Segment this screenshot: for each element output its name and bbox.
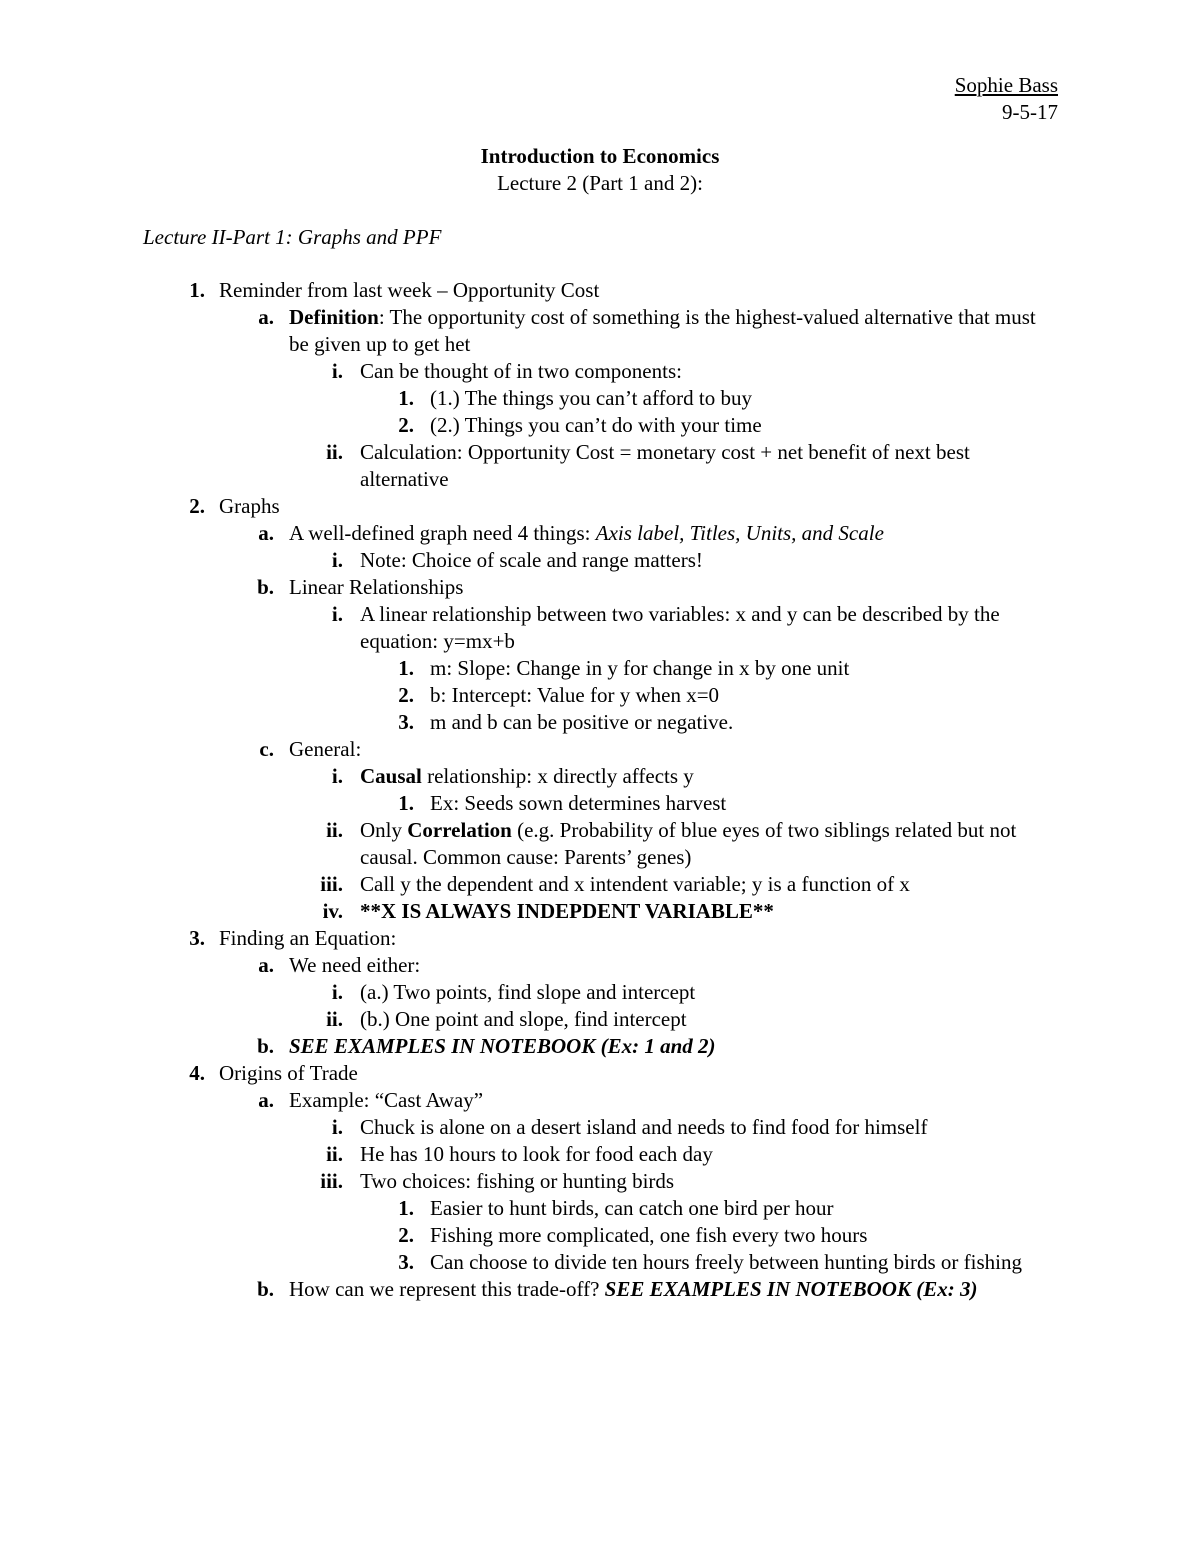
outline-item bbox=[0, 547, 1200, 574]
outline-item bbox=[0, 952, 1200, 979]
outline-item bbox=[0, 1249, 1200, 1276]
outline-item bbox=[0, 1276, 1200, 1303]
outline-item bbox=[0, 790, 1200, 817]
item-number: 3. bbox=[189, 926, 205, 950]
item-text: Easier to hunt birds, can catch one bird per hour bbox=[430, 1196, 834, 1220]
item-text bbox=[289, 1276, 1059, 1303]
item-text: (b.) One point and slope, find intercept bbox=[360, 1007, 687, 1031]
document-title: Introduction to Economics bbox=[480, 144, 720, 168]
item-text-emphasis: SEE EXAMPLES IN NOTEBOOK (Ex: 3) bbox=[604, 1277, 978, 1301]
item-text: He has 10 hours to look for food each day bbox=[360, 1142, 713, 1166]
document-subtitle: Lecture 2 (Part 1 and 2): bbox=[497, 171, 703, 195]
outline-item bbox=[0, 493, 1200, 520]
item-text: (2.) Things you can’t do with your time bbox=[430, 413, 762, 437]
item-letter: a. bbox=[258, 521, 274, 545]
item-letter: a. bbox=[258, 1088, 274, 1112]
correlation-term: Correlation bbox=[407, 818, 512, 842]
item-text: b: Intercept: Value for y when x=0 bbox=[430, 683, 720, 707]
document-date: 9-5-17 bbox=[1002, 100, 1058, 124]
section-heading: Lecture II-Part 1: Graphs and PPF bbox=[143, 225, 442, 249]
item-letter: a. bbox=[258, 305, 274, 329]
item-number: 2. bbox=[398, 1223, 414, 1247]
item-text: Fishing more complicated, one fish every two hours bbox=[430, 1223, 868, 1247]
item-roman: i. bbox=[331, 980, 343, 1004]
item-roman: i. bbox=[331, 1115, 343, 1139]
item-text: SEE EXAMPLES IN NOTEBOOK (Ex: 1 and 2) bbox=[289, 1034, 716, 1058]
outline-item bbox=[0, 817, 1200, 871]
item-text: Can choose to divide ten hours freely between hunting birds or fishing bbox=[430, 1250, 1022, 1274]
item-number: 1. bbox=[189, 278, 205, 302]
item-text: Calculation: Opportunity Cost = monetary cost + net benefit of next best alternative bbox=[360, 440, 970, 491]
outline-item bbox=[0, 358, 1200, 385]
author-name: Sophie Bass bbox=[954, 73, 1058, 97]
title-block bbox=[0, 143, 1200, 197]
item-number: 1. bbox=[398, 386, 414, 410]
item-text bbox=[289, 520, 1059, 547]
item-text-pre: Only bbox=[360, 818, 408, 842]
item-text: Graphs bbox=[219, 494, 280, 518]
item-roman: ii. bbox=[326, 1007, 343, 1031]
document-header bbox=[955, 72, 1058, 126]
item-text: We need either: bbox=[289, 953, 421, 977]
outline-item bbox=[0, 1006, 1200, 1033]
causal-term: Causal bbox=[360, 764, 422, 788]
item-text bbox=[360, 763, 1060, 790]
item-text: (a.) Two points, find slope and intercept bbox=[360, 980, 696, 1004]
outline-item bbox=[0, 736, 1200, 763]
outline-item bbox=[0, 385, 1200, 412]
item-number: 1. bbox=[398, 791, 414, 815]
item-text: Linear Relationships bbox=[289, 575, 464, 599]
outline-item bbox=[0, 304, 1200, 358]
outline-item bbox=[0, 520, 1200, 547]
item-roman: iii. bbox=[320, 1169, 343, 1193]
outline-item bbox=[0, 574, 1200, 601]
outline-item bbox=[0, 1033, 1200, 1060]
outline-item bbox=[0, 682, 1200, 709]
item-text: Two choices: fishing or hunting birds bbox=[360, 1169, 675, 1193]
item-letter: b. bbox=[257, 575, 274, 599]
outline-item bbox=[0, 439, 1200, 493]
definition-text: : The opportunity cost of something is the highest-valued alternative that must be given up to get het bbox=[289, 305, 1036, 356]
outline-item bbox=[0, 1060, 1200, 1087]
outline-item bbox=[0, 412, 1200, 439]
item-number: 3. bbox=[398, 1250, 414, 1274]
item-text: General: bbox=[289, 737, 362, 761]
item-text: Reminder from last week – Opportunity Cost bbox=[219, 278, 600, 302]
item-number: 1. bbox=[398, 656, 414, 680]
item-text: m and b can be positive or negative. bbox=[430, 710, 734, 734]
item-letter: b. bbox=[257, 1034, 274, 1058]
item-text-plain: relationship: x directly affects y bbox=[421, 764, 694, 788]
item-text-plain: (e.g. Probability of blue eyes of two siblings related but not causal. Common cause: Parents’ genes) bbox=[360, 818, 1017, 869]
item-letter: a. bbox=[258, 953, 274, 977]
item-text: A linear relationship between two variables: x and y can be described by the equation: y=mx+b bbox=[360, 602, 1000, 653]
outline-item bbox=[0, 871, 1200, 898]
outline-item bbox=[0, 1141, 1200, 1168]
item-number: 3. bbox=[398, 710, 414, 734]
definition-term: Definition bbox=[289, 305, 379, 329]
outline-item bbox=[0, 1222, 1200, 1249]
outline-item bbox=[0, 277, 1200, 304]
item-roman: i. bbox=[331, 548, 343, 572]
item-letter: c. bbox=[259, 737, 274, 761]
outline-item bbox=[0, 1114, 1200, 1141]
item-roman: i. bbox=[331, 602, 343, 626]
item-text: Note: Choice of scale and range matters! bbox=[360, 548, 703, 572]
item-roman: i. bbox=[331, 359, 343, 383]
item-number: 2. bbox=[398, 413, 414, 437]
outline-item bbox=[0, 1195, 1200, 1222]
outline-item bbox=[0, 898, 1200, 925]
item-text-plain: How can we represent this trade-off? bbox=[289, 1277, 605, 1301]
outline-item bbox=[0, 1168, 1200, 1195]
item-letter: b. bbox=[257, 1277, 274, 1301]
item-text: (1.) The things you can’t afford to buy bbox=[430, 386, 752, 410]
item-text: **X IS ALWAYS INDEPDENT VARIABLE** bbox=[360, 899, 774, 923]
item-text: Example: “Cast Away” bbox=[289, 1088, 484, 1112]
item-text: Call y the dependent and x intendent variable; y is a function of x bbox=[360, 872, 910, 896]
outline-item bbox=[0, 655, 1200, 682]
item-number: 1. bbox=[398, 1196, 414, 1220]
item-roman: ii. bbox=[326, 1142, 343, 1166]
outline-item bbox=[0, 1087, 1200, 1114]
item-text: Finding an Equation: bbox=[219, 926, 397, 950]
item-text-plain: A well-defined graph need 4 things: bbox=[289, 521, 596, 545]
item-roman: ii. bbox=[326, 818, 343, 842]
item-text: m: Slope: Change in y for change in x by one unit bbox=[430, 656, 850, 680]
lecture-outline bbox=[0, 277, 1200, 1303]
item-text-emphasis: Axis label, Titles, Units, and Scale bbox=[595, 521, 884, 545]
item-text: Can be thought of in two components: bbox=[360, 359, 682, 383]
item-number: 2. bbox=[189, 494, 205, 518]
outline-item bbox=[0, 601, 1200, 655]
item-roman: i. bbox=[331, 764, 343, 788]
item-text: Origins of Trade bbox=[219, 1061, 358, 1085]
outline-item bbox=[0, 763, 1200, 790]
item-roman: iv. bbox=[322, 899, 343, 923]
item-text bbox=[289, 304, 1059, 358]
item-text: Chuck is alone on a desert island and needs to find food for himself bbox=[360, 1115, 928, 1139]
item-text bbox=[360, 817, 1060, 871]
item-number: 4. bbox=[189, 1061, 205, 1085]
outline-item bbox=[0, 709, 1200, 736]
item-number: 2. bbox=[398, 683, 414, 707]
outline-item bbox=[0, 979, 1200, 1006]
item-text: Ex: Seeds sown determines harvest bbox=[430, 791, 727, 815]
item-roman: iii. bbox=[320, 872, 343, 896]
item-roman: ii. bbox=[326, 440, 343, 464]
outline-item bbox=[0, 925, 1200, 952]
